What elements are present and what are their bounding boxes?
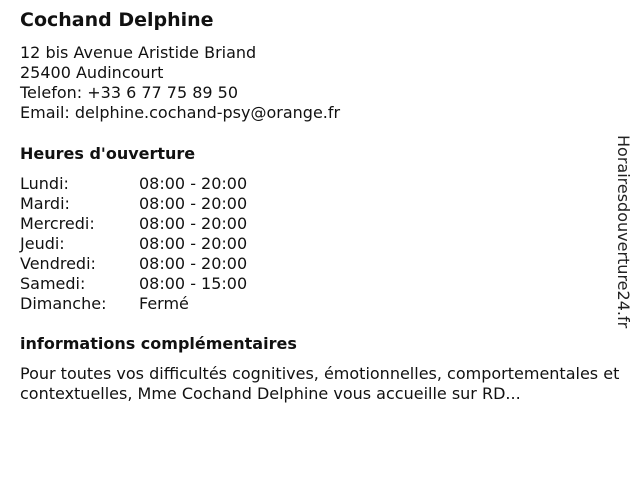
day-label: Lundi: [20,174,69,193]
hours-value: 08:00 - 20:00 [139,214,248,233]
hours-row-wednesday [20,214,340,234]
phone-number: Telefon: +33 6 77 75 89 50 [20,83,239,102]
additional-info-text: Pour toutes vos difficultés cognitives, émotionnelles, comportementales et contextuelles, Mme Cochand Delphine vous accueille sur RD... [20,364,620,403]
opening-hours-heading: Heures d'ouverture [20,144,196,163]
day-label: Vendredi: [20,254,96,273]
opening-hours-table [20,174,340,314]
hours-row-saturday [20,274,340,294]
hours-row-friday [20,254,340,274]
day-label: Dimanche: [20,294,107,313]
additional-info-heading: informations complémentaires [20,334,297,353]
hours-value: 08:00 - 20:00 [139,174,248,193]
street-address: 12 bis Avenue Aristide Briand [20,43,257,62]
city-address: 25400 Audincourt [20,63,164,82]
watermark-text: Horairesdouverture24.fr [614,135,633,329]
day-label: Samedi: [20,274,86,293]
day-label: Jeudi: [20,234,65,253]
hours-value: Fermé [139,294,189,313]
day-label: Mardi: [20,194,70,213]
email-address: Email: delphine.cochand-psy@orange.fr [20,103,341,122]
hours-row-thursday [20,234,340,254]
hours-value: 08:00 - 20:00 [139,194,248,213]
hours-row-sunday [20,294,340,314]
hours-value: 08:00 - 20:00 [139,234,248,253]
hours-value: 08:00 - 15:00 [139,274,248,293]
hours-row-tuesday [20,194,340,214]
hours-row-monday [20,174,340,194]
business-name: Cochand Delphine [20,9,214,31]
contact-block [20,43,340,123]
hours-value: 08:00 - 20:00 [139,254,248,273]
day-label: Mercredi: [20,214,95,233]
site-watermark [612,135,634,345]
